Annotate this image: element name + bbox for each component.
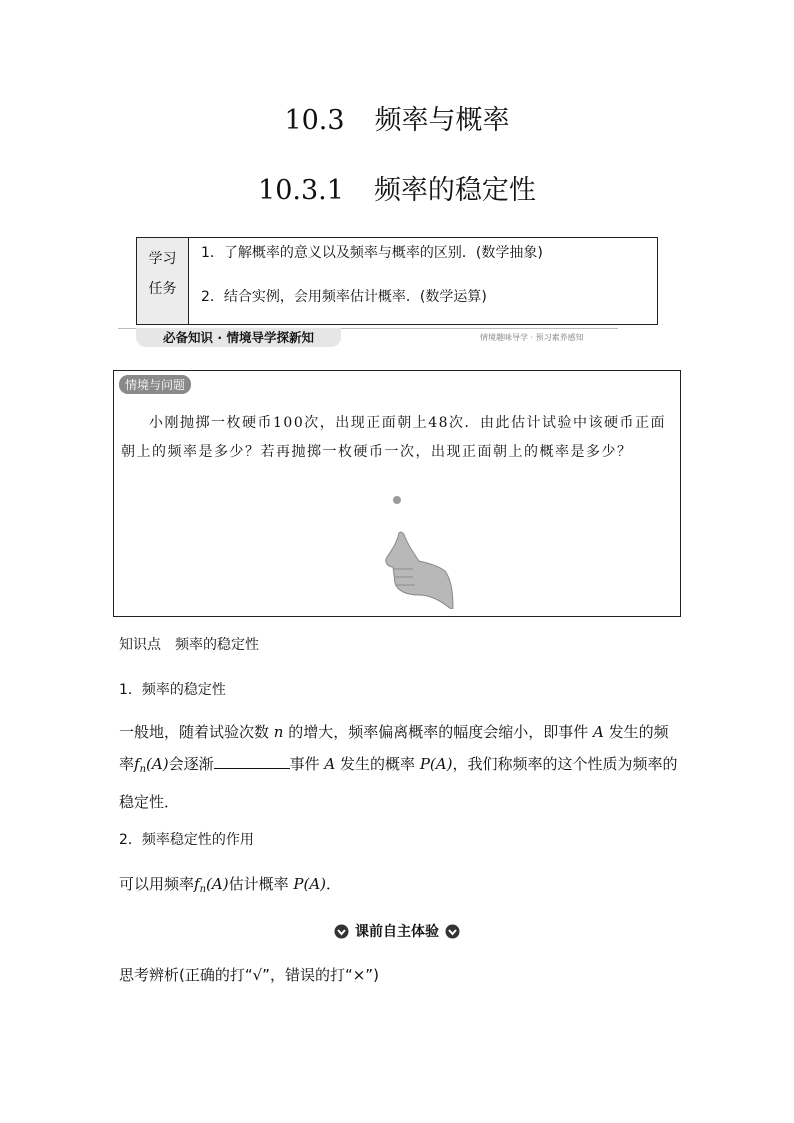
fn-subscript: n: [199, 884, 207, 895]
var-n: n: [273, 723, 284, 741]
fn-symbol: f: [194, 875, 200, 893]
section-heading: [0, 921, 794, 941]
probability-symbol: P(A): [293, 875, 327, 893]
answer-blank[interactable]: [214, 754, 290, 769]
text-run: 一般地，随着试验次数: [119, 723, 270, 741]
banner-subtitle: 情境趣味导学 · 预习素养感知: [480, 333, 584, 342]
point2-title: 2．频率稳定性的作用: [119, 832, 254, 848]
fn-arg: (A): [206, 875, 229, 893]
task-item: 1．了解概率的意义以及频率与概率的区别．(数学抽象): [201, 245, 543, 261]
down-arrow-icon: [334, 924, 349, 939]
situation-box: [113, 370, 681, 617]
text-run: 发生的概率: [340, 755, 416, 773]
task-label-line2: 任务: [148, 281, 177, 297]
knowledge-heading: 知识点 频率的稳定性: [119, 637, 259, 653]
fn-symbol: f: [134, 755, 140, 773]
down-arrow-icon: [445, 924, 460, 939]
text-run: 估计概率: [228, 875, 289, 893]
section-banner: 必备知识 · 情境导学探新知: [136, 328, 341, 347]
text-run: ，我们称频率的这个性质为频率的稳定性．: [119, 755, 678, 811]
text-run: 会逐渐: [168, 755, 214, 773]
text-run: 事件: [289, 755, 320, 773]
text-run: 发生的频率: [119, 723, 669, 773]
learning-task-box: [136, 237, 658, 325]
situation-text: 小刚抛掷一枚硬币100次，出现正面朝上48次．由此估计试验中该硬币正面朝上的频率是多少？若再抛掷一枚硬币一次，出现正面朝上的概率是多少？: [121, 415, 667, 460]
situation-tag: 情境与问题: [119, 375, 191, 394]
task-label: [137, 238, 189, 324]
var-a: A: [593, 723, 604, 741]
probability-symbol: P(A): [419, 755, 453, 773]
point1-title: 1．频率的稳定性: [119, 682, 226, 698]
section-title: 课前自主体验: [355, 924, 439, 940]
text-run: 的增大，频率偏离概率的幅度会缩小，即事件: [288, 723, 589, 741]
text-run: 可以用频率: [119, 875, 195, 893]
subtitle-text: 频率的稳定性: [373, 175, 536, 206]
fn-arg: (A): [146, 755, 169, 773]
text-run: ．: [326, 875, 342, 893]
title-text: 频率与概率: [374, 105, 510, 136]
task-label-line1: 学习: [148, 251, 177, 267]
point2-paragraph: [119, 868, 679, 906]
task-item: 2．结合实例，会用频率估计概率．(数学运算): [201, 289, 487, 305]
title-number: 10.3: [284, 105, 345, 136]
coin-toss-hand-illustration: [379, 491, 469, 609]
page-subtitle: [0, 168, 794, 207]
exercise-intro: 思考辨析(正确的打“√”，错误的打“×”): [119, 966, 379, 984]
page-title: [0, 98, 794, 137]
fn-subscript: n: [139, 764, 147, 775]
var-a: A: [324, 755, 336, 773]
point1-paragraph: [119, 716, 679, 818]
subtitle-number: 10.3.1: [258, 175, 344, 206]
